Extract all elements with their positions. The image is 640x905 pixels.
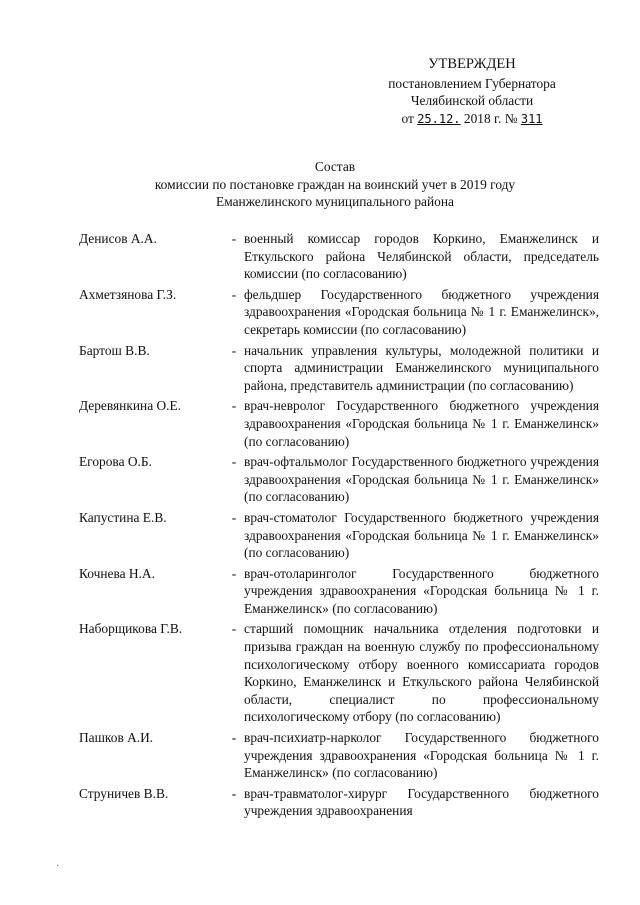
date-prefix: от [401,110,414,126]
member-dash: - [231,454,237,470]
member-dash: - [231,621,237,637]
member-description: старший помощник начальника отделения подготовки и призыва граждан на военную службу по профессиональному психологическому отбору военного комиссариата городов Коркино, Еманжелинск и Еткульского района Челябинской области, специалист по профессиональному психологическому отбору (по согласованию) [244,621,599,725]
member-description: врач-травматолог-хирург Государственного бюджетного учреждения здравоохранения [244,785,599,819]
member-description: врач-стоматолог Государственного бюджетного учреждения здравоохранения «Городская больница № 1 г. Еманжелинск» (по согласованию) [244,509,599,561]
member-row [79,620,599,726]
member-description: военный комиссар городов Коркино, Еманжелинск и Еткульского района Челябинской области, председатель комиссии (по согласованию) [244,231,599,282]
member-dash: - [231,342,237,358]
member-dash: - [231,565,237,581]
document-heading [100,158,570,211]
approval-date-line [372,110,572,129]
members-list [79,230,599,820]
member-description: фельдшер Государственного бюджетного учреждения здравоохранения «Городская больница № 1 г. Еманжелинск», секретарь комиссии (по согласованию) [244,286,599,337]
member-dash: - [231,785,237,801]
member-row [79,342,599,395]
member-name: Капустина Е.В. [79,509,167,525]
member-row [79,230,599,283]
member-description: начальник управления культуры, молодежной политики и спорта администрации Еманжелинского муниципального района, представитель администрации (по согласованию) [244,342,599,393]
member-dash: - [231,231,237,246]
scan-speck: · [56,861,60,872]
member-name: Деревянкина О.Е. [79,398,182,414]
approval-year: 2018 г. № [463,110,518,126]
member-name: Егорова О.Б. [79,454,152,470]
member-row [79,565,599,618]
approval-number: 311 [520,111,543,126]
approval-date: 25.12. [417,111,461,126]
member-name: Струничев В.В. [79,785,169,801]
approval-line-1: постановлением Губернатора [388,75,556,91]
member-name: Кочнева Н.А. [79,565,155,581]
member-description: врач-отоларинголог Государственного бюджетного учреждения здравоохранения «Городская больница № 1 г. Еманжелинск» (по согласованию) [244,565,599,616]
member-description: врач-офтальмолог Государственного бюджетного учреждения здравоохранения «Городская больница № 1 г. Еманжелинск» (по согласованию) [244,454,599,505]
member-row [79,397,599,450]
member-dash: - [231,730,237,746]
heading-line-2: комиссии по постановке граждан на воинский учет в 2019 году [154,176,516,192]
member-name: Бартош В.В. [79,342,150,358]
approval-title: УТВЕРЖДЕН [428,56,516,72]
member-name: Наборщикова Г.В. [79,621,183,637]
member-dash: - [231,509,237,525]
member-name: Денисов А.А. [79,231,157,246]
member-dash: - [231,286,237,302]
member-name: Пашков А.И. [79,730,154,746]
member-name: Ахметзянова Г.З. [79,286,177,302]
approval-line-2: Челябинской области [410,93,534,109]
member-dash: - [231,398,237,414]
member-row [79,729,599,782]
heading-line-1: Состав [314,159,356,174]
member-row [79,286,599,339]
member-row [79,785,599,820]
member-row [79,509,599,562]
heading-line-3: Еманжелинского муниципального района [216,194,454,210]
approval-block [372,56,572,128]
member-description: врач-невролог Государственного бюджетного учреждения здравоохранения «Городская больница № 1 г. Еманжелинск» (по согласованию) [244,398,599,449]
member-row [79,453,599,506]
member-description: врач-психиатр-нарколог Государственного бюджетного учреждения здравоохранения «Городская больница № 1 г. Еманжелинск» (по согласованию) [244,730,599,781]
